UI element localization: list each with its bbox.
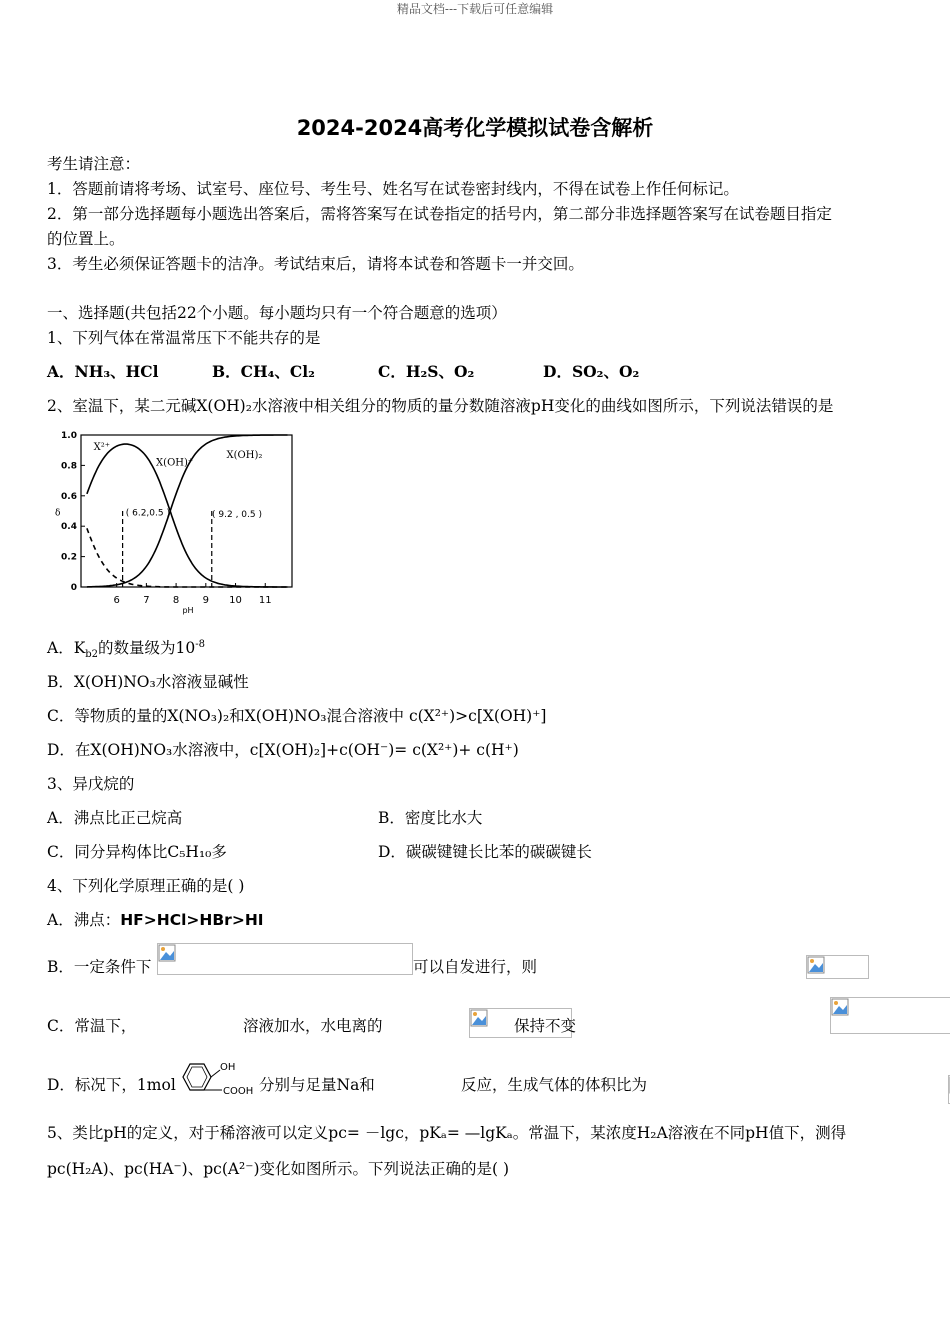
- q4-option-c-post: 保持不变: [514, 1017, 577, 1035]
- y-tick-label: 0.8: [61, 461, 77, 472]
- q4-option-b-text: B．一定条件下: [47, 958, 152, 976]
- x-tick-label: 9: [202, 595, 210, 606]
- q3-option-c: C．同分异构体比C₅H₁₀多: [47, 843, 227, 861]
- page-header: 精品文档---下载后可任意编辑: [396, 2, 554, 16]
- q4-option-d-text: D．标况下，1mol: [47, 1076, 176, 1094]
- q2-option-c: C．等物质的量的X(NO₃)₂和X(OH)NO₃混合溶液中 c(X²⁺)>c[X(OH)⁺]: [47, 707, 547, 725]
- x-tick-label: 8: [172, 595, 180, 606]
- broken-image-icon: [158, 944, 176, 962]
- q4-option-c-mid: 溶液加水，水电离的: [243, 1017, 383, 1035]
- y-tick-label: 0.4: [61, 522, 77, 533]
- speciation-chart: [47, 425, 305, 615]
- q3-stem: 3、异戊烷的: [47, 775, 135, 793]
- series-line-0: [87, 528, 288, 587]
- x-tick-label: 6: [113, 595, 120, 606]
- q3-option-d: D．碳碳键键长比苯的碳碳键长: [378, 843, 592, 861]
- q4-option-b-mid: 可以自发进行，则: [413, 958, 538, 976]
- q2-stem: 2、室温下，某二元碱X(OH)₂水溶液中相关组分的物质的量分数随溶液pH变化的曲线如图所示，下列说法错误的是: [47, 397, 834, 415]
- x-tick-label: 11: [258, 595, 272, 606]
- q4-option-d-post: 反应，生成气体的体积比为: [461, 1076, 648, 1094]
- notice-item-2-cont: 的位置上。: [47, 230, 125, 248]
- q4-stem: 4、下列化学原理正确的是( ): [47, 877, 245, 895]
- y-tick-label: 0: [70, 583, 77, 593]
- broken-image-icon: [470, 1009, 488, 1027]
- series-label: X(OH)⁺: [156, 457, 194, 469]
- broken-image-icon: [807, 956, 825, 974]
- y-axis-label: δ: [55, 508, 61, 519]
- oh-label: OH: [220, 1062, 236, 1073]
- q4-option-d-mid: 分别与足量Na和: [259, 1076, 375, 1094]
- q4-option-a: A．沸点：HF>HCl>HBr>HI: [47, 911, 264, 929]
- point-annotation: ( 6.2,0.5 ): [125, 508, 170, 519]
- broken-image-placeholder: [830, 997, 950, 1034]
- x-tick-label: 10: [229, 595, 242, 606]
- q4-option-c-text: C．常温下，: [47, 1017, 137, 1035]
- q1-option-d: D．SO₂、O₂: [543, 362, 640, 381]
- x-axis-label: pH: [182, 606, 194, 615]
- q3-option-b: B．密度比水大: [378, 809, 483, 827]
- broken-image-icon: [831, 998, 849, 1016]
- x-tick-label: 7: [143, 595, 150, 606]
- q1-option-c: C．H₂S、O₂: [378, 362, 475, 381]
- y-tick-label: 0.6: [61, 491, 77, 502]
- q2-option-b: B．X(OH)NO₃水溶液显碱性: [47, 673, 249, 691]
- q5-stem-line2: pc(H₂A)、pc(HA⁻)、pc(A²⁻)变化如图所示。下列说法正确的是( ): [47, 1160, 510, 1178]
- cooh-label: COOH: [223, 1086, 254, 1097]
- notice-heading: 考生请注意：: [47, 155, 141, 173]
- salicylic-acid-structure: [176, 1058, 258, 1098]
- notice-item-2: 2．第一部分选择题每小题选出答案后，需将答案写在试卷指定的括号内，第二部分非选择题答案写在试卷题目指定: [47, 205, 832, 223]
- q1-option-b: B．CH₄、Cl₂: [212, 362, 315, 381]
- broken-image-placeholder: [157, 943, 413, 975]
- q1-option-a: A．NH₃、HCl: [47, 362, 159, 381]
- q2-option-a: A．$K_{b2}$的数量级为$10^{-8}$: [47, 638, 206, 661]
- q3-option-a: A．沸点比正己烷高: [47, 809, 183, 827]
- q1-stem: 1、下列气体在常温常压下不能共存的是: [47, 329, 321, 347]
- section-heading: 一、选择题(共包括22个小题。每小题均只有一个符合题意的选项）: [47, 304, 507, 322]
- q5-stem-line1: 5、类比pH的定义，对于稀溶液可以定义pc= －lgc，pKₐ= —lgKₐ。常温下，某浓度H₂A溶液在不同pH值下，测得: [47, 1124, 847, 1142]
- broken-image-placeholder: [806, 955, 869, 979]
- q2-option-d: D．在X(OH)NO₃水溶液中，c[X(OH)₂]+c(OH⁻)= c(X²⁺)+ c(H⁺): [47, 741, 519, 759]
- point-annotation: ( 9.2 , 0.5 ): [212, 510, 262, 521]
- notice-item-3: 3．考生必须保证答题卡的洁净。考试结束后，请将本试卷和答题卡一并交回。: [47, 255, 584, 273]
- page-title: 2024-2024高考化学模拟试卷含解析: [296, 116, 654, 140]
- series-label: X(OH)₂: [226, 449, 263, 461]
- y-tick-label: 1.0: [61, 431, 77, 441]
- series-label: X²⁺: [93, 442, 111, 454]
- y-tick-label: 0.2: [61, 552, 77, 563]
- notice-item-1: 1．答题前请将考场、试室号、座位号、考生号、姓名写在试卷密封线内，不得在试卷上作任何标记。: [47, 180, 739, 198]
